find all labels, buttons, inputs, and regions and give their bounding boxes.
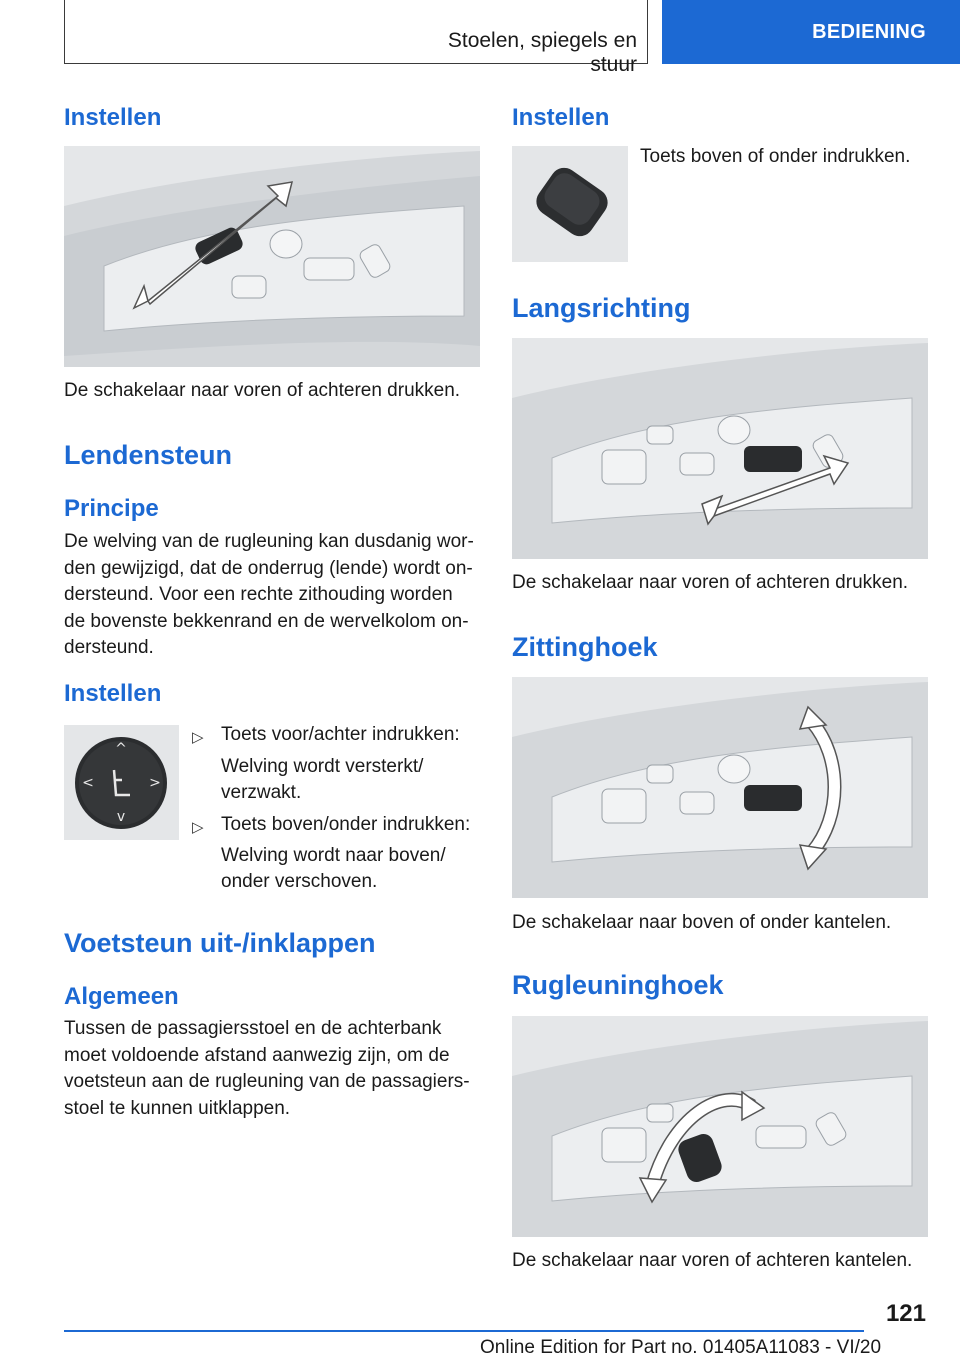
header-chapter-tab <box>662 0 960 64</box>
bullet-text: Toets boven/onder indrukken: <box>221 814 471 835</box>
langsrichting-heading: Langsrichting <box>512 293 691 323</box>
svg-text:<: < <box>82 775 94 791</box>
seat-switch-longitudinal-image <box>512 338 928 559</box>
bullet-subtext <box>221 843 446 895</box>
bullet-marker: ▷ <box>192 729 204 746</box>
svg-text:>: > <box>149 775 161 791</box>
algemeen-line: stoel te kunnen uitklappen. <box>64 1097 291 1119</box>
algemeen-line: voetsteun aan de rugleuning van de passagiers- <box>64 1071 470 1092</box>
principe-line: dersteund. <box>64 637 154 658</box>
bullet-marker: ▷ <box>192 819 204 836</box>
instellen-heading-right: Instellen <box>512 104 610 131</box>
principe-paragraph <box>64 529 474 662</box>
algemeen-line: moet voldoende afstand aanwezig zijn, om de <box>64 1044 450 1066</box>
bullet-subtext <box>221 754 423 806</box>
seat-switch-backrest-angle-image <box>512 1016 928 1237</box>
lendensteun-heading: Lendensteun <box>64 440 233 470</box>
principe-line: de bovenste bekkenrand en de wervelkolom on- <box>64 610 469 632</box>
instellen-heading-1: Instellen <box>64 104 162 131</box>
algemeen-heading: Algemeen <box>64 983 179 1010</box>
langsrichting-caption: De schakelaar naar voren of achteren drukken. <box>512 572 909 593</box>
rugleuninghoek-heading: Rugleuninghoek <box>512 970 724 1000</box>
page-number: 121 <box>885 1300 926 1327</box>
instellen-right-text: Toets boven of onder indrukken. <box>640 146 911 167</box>
zittinghoek-caption: De schakelaar naar boven of onder kantelen. <box>512 912 892 933</box>
header-section-title: Stoelen, spiegels en stuur <box>447 29 637 76</box>
svg-text:v: v <box>116 809 126 825</box>
footer-divider <box>64 1330 864 1332</box>
seat-switch-angle-image <box>512 677 928 898</box>
principe-heading: Principe <box>64 495 159 522</box>
seat-switch-backrest-image <box>64 146 480 367</box>
edition-text: Online Edition for Part no. 01405A11083 - VI/20 <box>480 1337 882 1358</box>
bullet-text: Toets voor/achter indrukken: <box>221 724 460 745</box>
instellen-caption-1: De schakelaar naar voren of achteren drukken. <box>64 380 461 401</box>
principe-line: den gewijzigd, dat de onderrug (lende) wordt on- <box>64 557 473 579</box>
algemeen-paragraph <box>64 1016 470 1122</box>
rugleuninghoek-caption: De schakelaar naar voren of achteren kantelen. <box>512 1250 913 1271</box>
bullet-sub-line: Welving wordt versterkt/ <box>221 756 424 777</box>
algemeen-line: Tussen de passagiersstoel en de achterbank <box>64 1018 442 1039</box>
svg-text:^: ^ <box>115 741 127 757</box>
rocker-switch-image <box>512 146 628 262</box>
bullet-item-2 <box>221 812 470 838</box>
instellen-heading-2: Instellen <box>64 680 162 707</box>
principe-line: De welving van de rugleuning kan dusdanig wor- <box>64 531 474 552</box>
voetsteun-heading: Voetsteun uit-/inklappen <box>64 928 376 958</box>
principe-line: dersteund. Voor een rechte zithouding worden <box>64 584 453 605</box>
bullet-sub-line: Welving wordt naar boven/ <box>221 845 446 866</box>
zittinghoek-heading: Zittinghoek <box>512 632 658 662</box>
bullet-item-1 <box>221 722 460 748</box>
header-chapter-label: BEDIENING <box>812 20 926 43</box>
bullet-sub-line: onder verschoven. <box>221 871 378 892</box>
bullet-sub-line: verzwakt. <box>221 782 302 803</box>
lumbar-control-image <box>64 725 179 840</box>
